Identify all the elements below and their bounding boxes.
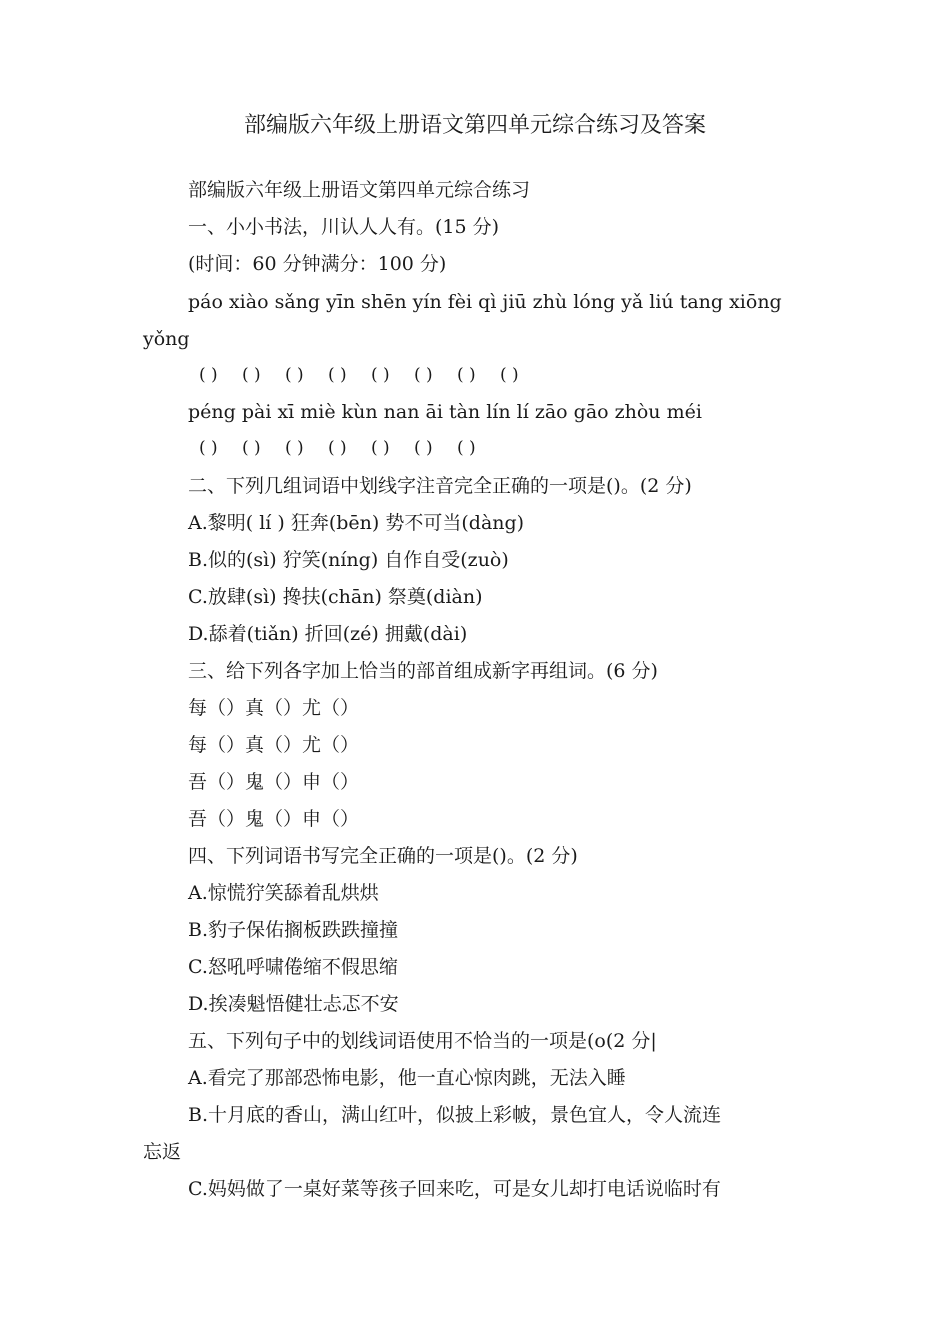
option-c: C.放肆(sì) 搀扶(chān) 祭奠(diàn) (188, 586, 483, 608)
option-b-wrap: 忘返 (143, 1141, 182, 1163)
option-b: B.豹子保佑搁板跌跌撞撞 (188, 919, 399, 941)
radical-row: 每（）真（）尤（） (188, 697, 360, 719)
answer-blank[interactable]: ( ) (242, 438, 261, 458)
pinyin-row-1-wrap: yǒng (143, 328, 190, 350)
answer-blank[interactable]: ( ) (457, 365, 476, 385)
section-heading: 部编版六年级上册语文第四单元综合练习 (188, 179, 531, 201)
answer-blank[interactable]: ( ) (371, 365, 390, 385)
answer-blank[interactable]: ( ) (500, 365, 519, 385)
option-b: B.似的(sì) 狞笑(níng) 自作自受(zuò) (188, 549, 509, 571)
radical-row: 吾（）鬼（）申（） (188, 771, 360, 793)
question-5-heading: 五、下列句子中的划线词语使用不恰当的一项是(o(2 分| (188, 1030, 657, 1052)
answer-blank[interactable]: ( ) (199, 438, 218, 458)
answer-blank[interactable]: ( ) (285, 365, 304, 385)
answer-blank[interactable]: ( ) (414, 438, 433, 458)
answer-blank[interactable]: ( ) (285, 438, 304, 458)
document-title: 部编版六年级上册语文第四单元综合练习及答案 (243, 113, 706, 138)
question-1-heading: 一、小小书法，川认人人有。(15 分) (188, 216, 500, 238)
answer-blank[interactable]: ( ) (199, 365, 218, 385)
time-score-note: (时间：60 分钟满分：100 分) (188, 253, 447, 275)
answer-blank[interactable]: ( ) (242, 365, 261, 385)
answer-blank[interactable]: ( ) (414, 365, 433, 385)
option-d: D.舔着(tiǎn) 折回(zé) 拥戴(dài) (188, 623, 468, 645)
pinyin-row-1: páo xiào sǎng yīn shēn yín fèi qì jiū zhù lóng yǎ liú tang xiōng (188, 291, 782, 313)
option-c: C.怒吼呼啸倦缩不假思缩 (188, 956, 398, 978)
question-4-heading: 四、下列词语书写完全正确的一项是()。(2 分) (188, 845, 578, 867)
radical-row: 每（）真（）尤（） (188, 734, 360, 756)
pinyin-row-2: péng pài xī miè kùn nan āi tàn lín lí zāo gāo zhòu méi (188, 401, 702, 423)
option-d: D.挨凑魁悟健壮忐忑不安 (188, 993, 399, 1015)
answer-blank[interactable]: ( ) (328, 365, 347, 385)
question-3-heading: 三、给下列各字加上恰当的部首组成新字再组词。(6 分) (188, 660, 658, 682)
option-a: A.黎明( lí ) 狂奔(bēn) 势不可当(dàng) (188, 512, 525, 534)
answer-blank[interactable]: ( ) (328, 438, 347, 458)
answer-blank[interactable]: ( ) (457, 438, 476, 458)
option-b: B.十月底的香山，满山红叶，似披上彩帔，景色宜人，令人流连 (188, 1104, 722, 1126)
option-a: A.惊慌狞笑舔着乱烘烘 (188, 882, 379, 904)
option-c: C.妈妈做了一桌好菜等孩子回来吃，可是女儿却打电话说临时有 (188, 1178, 721, 1200)
radical-row: 吾（）鬼（）申（） (188, 808, 360, 830)
answer-blank[interactable]: ( ) (371, 438, 390, 458)
option-a: A.看完了那部恐怖电影，他一直心惊肉跳，无法入睡 (188, 1067, 626, 1089)
question-2-heading: 二、下列几组词语中划线字注音完全正确的一项是()。(2 分) (188, 475, 692, 497)
